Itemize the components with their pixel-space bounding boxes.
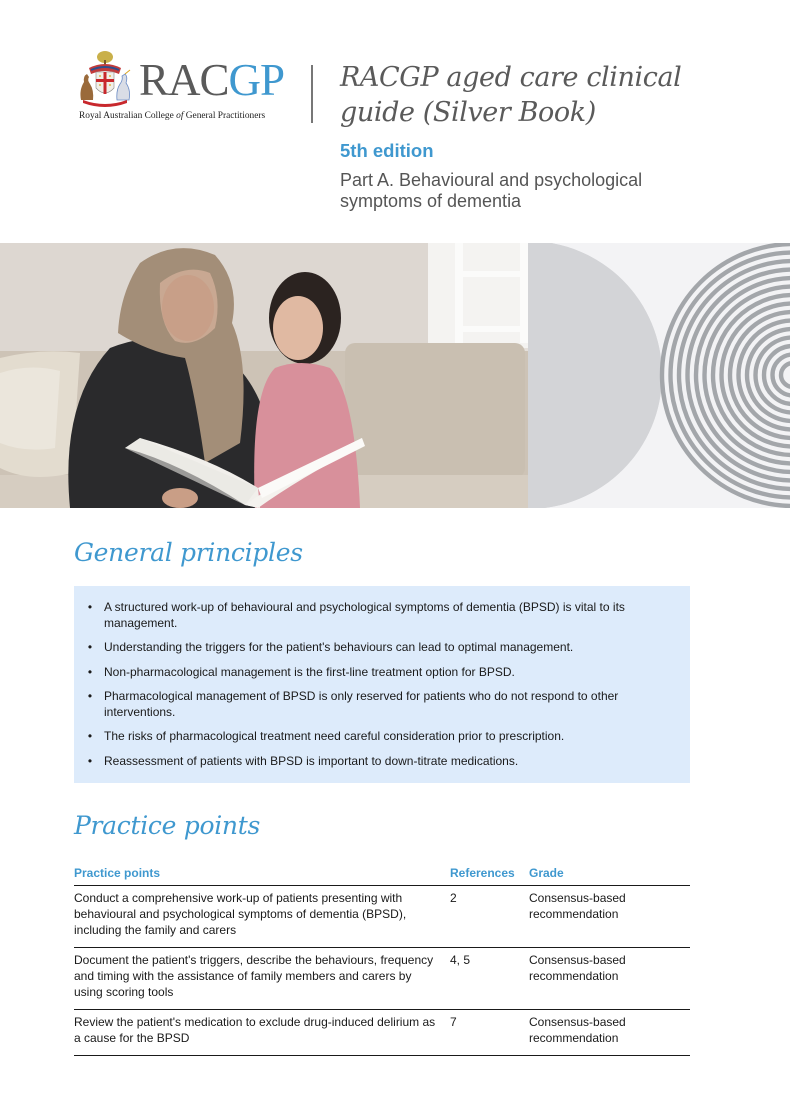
subtitle-italic: of [176,111,184,121]
list-item [87,689,670,720]
subtitle-part: General Practitioners [183,111,266,121]
bullet-icon: • [87,600,93,614]
general-principles-box [74,586,690,783]
bullet-icon: • [87,640,93,654]
column-header-grade: Grade [529,866,690,886]
document-title: RACGP aged care clinical guide (Silver Book) [340,62,682,128]
principle-text: A structured work-up of behavioural and psychological symptoms of dementia (BPSD) is vital to its management. [104,600,625,630]
part-subtitle: Part A. Behavioural and psychological symptoms of dementia [340,170,643,211]
list-item [87,664,670,681]
list-item [87,640,670,656]
practice-point-cell: Document the patient's triggers, describe the behaviours, frequency and timing with the assistance of family members and carers by using scoring tools [74,948,450,1010]
grade-cell: Consensus-based recommendation [529,886,690,948]
principle-text: Non-pharmacological management is the first-line treatment option for BPSD. [104,664,515,679]
table-row [74,1010,690,1056]
coat-of-arms-icon [75,50,135,108]
general-principles-heading: General principles [74,538,303,567]
wordmark-rac: RAC [139,55,229,105]
header-divider [311,65,313,123]
decorative-rings-graphic [528,243,790,508]
hero-banner [0,243,790,508]
racgp-wordmark [139,56,284,104]
practice-point-cell: Conduct a comprehensive work-up of patients presenting with behavioural and psychological symptoms of dementia (BPSD), including the family and carers [74,886,450,948]
list-item [87,729,670,745]
principle-text: Reassessment of patients with BPSD is important to down-titrate medications. [104,753,519,768]
racgp-logo [75,50,290,125]
principle-text: Pharmacological management of BPSD is only reserved for patients who do not respond to other interventions. [104,689,619,719]
logo-subtitle [79,111,265,121]
table-row [74,886,690,948]
subtitle-part: Royal Australian College [79,111,177,121]
bullet-icon: • [87,689,93,703]
grade-cell: Consensus-based recommendation [529,948,690,1010]
edition-label: 5th edition [340,140,434,161]
photo-illustration [0,243,528,508]
bullet-icon: • [87,664,93,679]
table-header-row [74,866,690,886]
bullet-icon: • [87,753,93,768]
table-row [74,948,690,1010]
bullet-icon: • [87,729,93,743]
list-item [87,753,670,770]
principle-text: The risks of pharmacological treatment need careful consideration prior to prescription. [104,729,565,743]
column-header-practice-points: Practice points [74,866,450,886]
column-header-references: References [450,866,529,886]
hero-photo [0,243,528,508]
practice-points-heading: Practice points [74,811,260,840]
references-cell: 7 [450,1010,529,1056]
practice-point-cell: Review the patient's medication to exclude drug-induced delirium as a cause for the BPSD [74,1010,450,1056]
wordmark-gp: GP [228,55,285,105]
references-cell: 2 [450,886,529,948]
references-cell: 4, 5 [450,948,529,1010]
list-item [87,600,670,631]
principles-list [87,600,670,769]
principle-text: Understanding the triggers for the patient's behaviours can lead to optimal management. [104,640,574,654]
grade-cell: Consensus-based recommendation [529,1010,690,1056]
practice-points-table [74,866,690,1056]
